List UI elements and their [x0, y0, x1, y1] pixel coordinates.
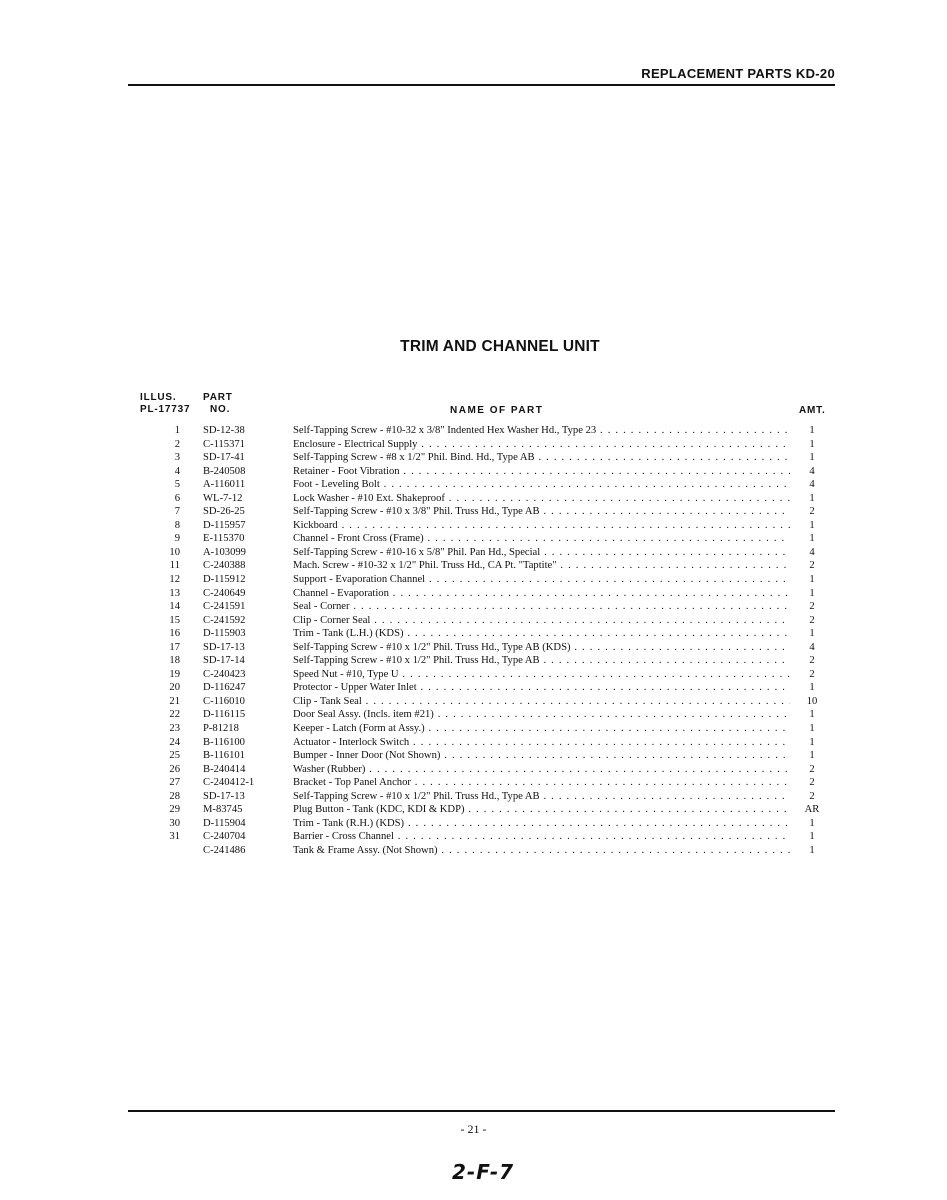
- part-name: Lock Washer - #10 Ext. Shakeproof . . .: [293, 492, 790, 506]
- illus-number: 25: [169, 750, 180, 762]
- part-number: SD-17-41: [203, 452, 245, 464]
- table-row: [0, 736, 947, 750]
- part-amount: 1: [809, 817, 815, 829]
- illus-number: 9: [174, 533, 180, 545]
- part-amount: 4: [809, 546, 815, 558]
- table-row: [0, 776, 947, 790]
- illus-number: 6: [174, 492, 180, 504]
- part-name: Support - Evaporation Channel . . .: [293, 573, 790, 587]
- table-row: [0, 532, 947, 546]
- table-row: [0, 722, 947, 736]
- illus-number: 4: [174, 465, 180, 477]
- table-row: [0, 478, 947, 492]
- handwritten-mark: 2-F-7: [452, 1160, 515, 1184]
- part-number: D-116247: [203, 682, 246, 694]
- part-name: Seal - Corner . . .: [293, 600, 790, 614]
- part-amount: 2: [809, 506, 815, 518]
- section-title: TRIM AND CHANNEL UNIT: [400, 338, 600, 355]
- illus-number: 8: [174, 519, 180, 531]
- part-number: D-116115: [203, 709, 246, 721]
- table-row: [0, 668, 947, 682]
- part-number: B-116100: [203, 736, 245, 748]
- header-divider: [128, 84, 835, 86]
- illus-number: 11: [169, 560, 180, 572]
- part-number: B-240508: [203, 465, 246, 477]
- table-row: [0, 465, 947, 479]
- part-amount: 2: [809, 763, 815, 775]
- illus-number: 2: [174, 438, 180, 450]
- illus-number: 22: [169, 709, 180, 721]
- part-name: Mach. Screw - #10-32 x 1/2" Phil. Truss Hd., CA Pt. "Taptite" . . .: [293, 559, 790, 573]
- part-amount: 4: [809, 465, 815, 477]
- part-name: Self-Tapping Screw - #10-16 x 5/8" Phil. Pan Hd., Special . . .: [293, 546, 790, 560]
- part-name: Self-Tapping Screw - #10 x 3/8" Phil. Truss Hd., Type AB . . .: [293, 505, 790, 519]
- table-row: [0, 492, 947, 506]
- column-header-part-no: NO.: [210, 404, 231, 415]
- part-name: Plug Button - Tank (KDC, KDI & KDP) . . .: [293, 803, 790, 817]
- part-amount: 1: [809, 574, 815, 586]
- part-number: SD-17-13: [203, 641, 245, 653]
- part-name: Clip - Tank Seal . . .: [293, 695, 790, 709]
- part-name: Self-Tapping Screw - #8 x 1/2" Phil. Bind. Hd., Type AB . . .: [293, 451, 790, 465]
- illus-number: 24: [169, 736, 180, 748]
- table-row: [0, 708, 947, 722]
- part-name: Trim - Tank (R.H.) (KDS) . . .: [293, 817, 790, 831]
- part-amount: 1: [809, 425, 815, 436]
- part-number: C-115371: [203, 438, 245, 450]
- part-name: Self-Tapping Screw - #10 x 1/2" Phil. Truss Hd., Type AB . . .: [293, 654, 790, 668]
- part-amount: 1: [809, 750, 815, 762]
- illus-number: 29: [169, 804, 180, 816]
- part-number: P-81218: [203, 723, 239, 735]
- column-header-name: NAME OF PART: [450, 405, 544, 416]
- part-amount: 2: [809, 790, 815, 802]
- part-name: Trim - Tank (L.H.) (KDS) . . .: [293, 627, 790, 641]
- table-row: [0, 546, 947, 560]
- column-header-amount: AMT.: [799, 405, 826, 416]
- table-row: [0, 559, 947, 573]
- part-number: B-116101: [203, 750, 245, 762]
- table-row: [0, 749, 947, 763]
- illus-number: 12: [169, 574, 180, 586]
- table-row: [0, 600, 947, 614]
- part-amount: 1: [809, 438, 815, 450]
- part-amount: 1: [809, 831, 815, 843]
- illus-number: 18: [169, 655, 180, 667]
- part-amount: 1: [809, 628, 815, 640]
- part-name: Actuator - Interlock Switch . . .: [293, 736, 790, 750]
- table-row: [0, 790, 947, 804]
- table-row: [0, 803, 947, 817]
- illus-number: 19: [169, 668, 180, 680]
- illus-number: 28: [169, 790, 180, 802]
- illus-number: 16: [169, 628, 180, 640]
- part-name: Barrier - Cross Channel . . .: [293, 830, 790, 844]
- part-name: Enclosure - Electrical Supply . . .: [293, 438, 790, 452]
- table-row: [0, 424, 947, 438]
- part-amount: 10: [806, 695, 818, 707]
- table-row: [0, 830, 947, 844]
- table-row: [0, 451, 947, 465]
- illus-number: 17: [169, 641, 180, 653]
- table-row: [0, 519, 947, 533]
- illus-number: 1: [174, 425, 180, 436]
- part-amount: 4: [809, 641, 815, 653]
- part-number: D-115912: [203, 574, 246, 586]
- part-number: D-115903: [203, 628, 246, 640]
- illus-number: 15: [169, 614, 180, 626]
- part-name: Clip - Corner Seal . . .: [293, 614, 790, 628]
- part-name: Protector - Upper Water Inlet . . .: [293, 681, 790, 695]
- parts-list: [0, 424, 947, 858]
- part-amount: AR: [804, 804, 820, 816]
- table-row: [0, 844, 947, 858]
- part-number: SD-12-38: [203, 425, 245, 436]
- part-number: SD-17-13: [203, 790, 245, 802]
- part-amount: 2: [809, 668, 815, 680]
- table-row: [0, 614, 947, 628]
- table-row: [0, 627, 947, 641]
- part-amount: 2: [809, 614, 815, 626]
- illus-number: 14: [169, 601, 180, 613]
- part-name: Bumper - Inner Door (Not Shown) . . .: [293, 749, 790, 763]
- illus-number: 23: [169, 723, 180, 735]
- part-amount: 1: [809, 736, 815, 748]
- part-amount: 1: [809, 709, 815, 721]
- page-header-title: REPLACEMENT PARTS KD-20: [641, 66, 835, 81]
- part-name: Channel - Front Cross (Frame) . . .: [293, 532, 790, 546]
- part-name: Channel - Evaporation . . .: [293, 587, 790, 601]
- illus-number: 7: [174, 506, 180, 518]
- column-header-illus: ILLUS.: [140, 392, 177, 403]
- table-row: [0, 681, 947, 695]
- part-number: D-115904: [203, 817, 246, 829]
- part-name: Retainer - Foot Vibration . . .: [293, 465, 790, 479]
- part-number: WL-7-12: [203, 492, 243, 504]
- part-name: Bracket - Top Panel Anchor . . .: [293, 776, 790, 790]
- table-row: [0, 654, 947, 668]
- part-amount: 2: [809, 655, 815, 667]
- part-amount: 1: [809, 682, 815, 694]
- part-amount: 2: [809, 601, 815, 613]
- part-amount: 1: [809, 723, 815, 735]
- part-name: Keeper - Latch (Form at Assy.) . . .: [293, 722, 790, 736]
- part-amount: 2: [809, 560, 815, 572]
- part-amount: 2: [809, 777, 815, 789]
- column-header-part: PART: [203, 392, 233, 403]
- illus-number: 3: [174, 452, 180, 464]
- part-amount: 1: [809, 587, 815, 599]
- part-amount: 1: [809, 533, 815, 545]
- part-number: M-83745: [203, 804, 243, 816]
- page-number: - 21 -: [460, 1122, 487, 1136]
- part-amount: 1: [809, 844, 815, 856]
- table-row: [0, 438, 947, 452]
- table-row: [0, 763, 947, 777]
- part-number: C-240412-1: [203, 777, 255, 789]
- part-amount: 4: [809, 479, 815, 491]
- part-name: Speed Nut - #10, Type U . . .: [293, 668, 790, 682]
- part-number: A-116011: [203, 479, 246, 491]
- part-name: Self-Tapping Screw - #10 x 1/2" Phil. Truss Hd., Type AB . . .: [293, 790, 790, 804]
- part-amount: 1: [809, 492, 815, 504]
- part-name: Tank & Frame Assy. (Not Shown) . . .: [293, 844, 790, 858]
- part-number: E-115370: [203, 533, 245, 545]
- part-name: Kickboard . . .: [293, 519, 790, 533]
- illus-number: 30: [169, 817, 180, 829]
- footer-divider: [128, 1110, 835, 1112]
- part-number: C-241591: [203, 601, 246, 613]
- part-number: C-241592: [203, 614, 246, 626]
- table-row: [0, 587, 947, 601]
- illus-number: 31: [169, 831, 180, 843]
- part-name: Self-Tapping Screw - #10-32 x 3/8" Indented Hex Washer Hd., Type 23 . . .: [293, 424, 790, 438]
- illus-number: 10: [169, 546, 180, 558]
- part-number: C-241486: [203, 844, 246, 856]
- part-number: D-115957: [203, 519, 246, 531]
- illus-number: 21: [169, 695, 180, 707]
- illus-number: 13: [169, 587, 180, 599]
- table-row: [0, 641, 947, 655]
- part-number: C-240649: [203, 587, 246, 599]
- part-number: C-240423: [203, 668, 246, 680]
- part-name: Washer (Rubber) . . .: [293, 763, 790, 777]
- column-header-illus-ref: PL-17737: [140, 404, 191, 415]
- illus-number: 5: [174, 479, 180, 491]
- table-row: [0, 573, 947, 587]
- part-name: Foot - Leveling Bolt . . .: [293, 478, 790, 492]
- part-name: Door Seal Assy. (Incls. item #21) . . .: [293, 708, 790, 722]
- table-row: [0, 817, 947, 831]
- part-number: B-240414: [203, 763, 246, 775]
- table-row: [0, 505, 947, 519]
- part-number: C-116010: [203, 695, 245, 707]
- part-number: C-240704: [203, 831, 246, 843]
- part-amount: 1: [809, 452, 815, 464]
- illus-number: 27: [169, 777, 180, 789]
- illus-number: 20: [169, 682, 180, 694]
- part-name: Self-Tapping Screw - #10 x 1/2" Phil. Truss Hd., Type AB (KDS) . . .: [293, 641, 790, 655]
- part-number: A-103099: [203, 546, 246, 558]
- illus-number: 26: [169, 763, 180, 775]
- part-number: C-240388: [203, 560, 246, 572]
- part-number: SD-17-14: [203, 655, 245, 667]
- table-row: [0, 695, 947, 709]
- part-number: SD-26-25: [203, 506, 245, 518]
- part-amount: 1: [809, 519, 815, 531]
